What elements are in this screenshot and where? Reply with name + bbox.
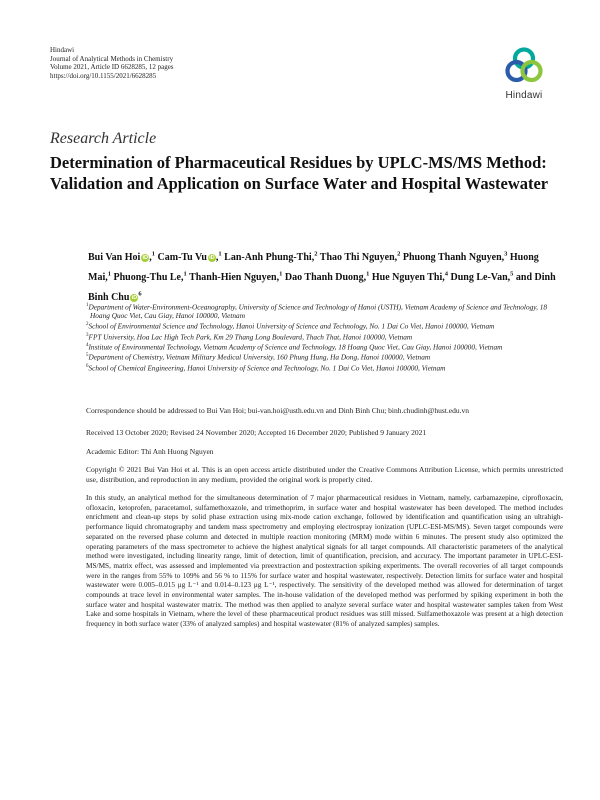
publisher-name: Hindawi bbox=[50, 46, 75, 54]
abstract-text: In this study, an analytical method for the simultaneous determination of 7 major pharmaceutical residues in Vietnam, namely, carbamazepine, ciprofloxacin, ofloxacin, ketoprofen, paracetamol, sulfamethoxazole, and trimethoprim, in surface water and hospital wastewater has been developed. The method includes enrichment and clean-up steps by solid phase extraction using mix-mode cation exchange, followed by identification and quantification using an ultrahigh-performance liquid chromatography and tandem mass spectrometry and employing electrospray ionization (UPLC-ESI-MS/MS). Seven target compounds were separated on the reversed phase column and detected in multiple reaction monitoring (MRM) mode within 6 minutes. The present study also optimized the operating parameters of the mass spectrometer to achieve the highest analytical signals for all target compounds. All characteristic parameters of the analytical method were investigated, including linearity range, limit of detection, limit of quantification, precision, and accuracy. The important parameter in UPLC-ESI-MS/MS, matrix effect, was assessed and implemented via preextraction and postextraction spiking experiments. The overall recoveries of all target compounds were in the ranges from 55% to 109% and 56 % to 115% for surface water and hospital wastewater, respectively. Detection limits for surface water and hospital wastewater were 0.005–0.015 μg L⁻¹ and 0.014–0.123 μg L⁻¹, respectively. The sensitivity of the developed method was allowed for determination of target compounds at trace level in environmental water samples. The in-house validation of the developed method was performed by spiking experiment in both the surface water and hospital wastewater matrix. The method was then applied to analyze several surface water and hospital wastewater samples taken from West Lake and some hospitals in Vietnam, where the level of these pharmaceutical product residues was still missed. Sulfamethoxazole was present at a high detection frequency in both surface water (33% of analyzed samples) and hospital wastewater (81% of analyzed samples) samples. bbox=[86, 493, 563, 629]
journal-meta bbox=[50, 46, 174, 80]
article-title: Determination of Pharmaceutical Residues by UPLC-MS/MS Method: Validation and Application on Surface Water and Hospital Wastewater bbox=[50, 153, 549, 193]
author-affiliation-number: 2 bbox=[314, 251, 318, 258]
affiliation-number: 1 bbox=[86, 303, 89, 308]
affiliation-text: Department of Water-Environment-Oceanography, University of Science and Technology of Hanoi (USTH), Vietnam Academy of Science and Technology, 18 Hoang Quoc Viet, Cau Giay, Hanoi 100000, Vietnam bbox=[88, 302, 548, 321]
author bbox=[320, 252, 401, 263]
author-name: and Dinh Binh Chu bbox=[88, 272, 556, 303]
author-name: Phuong Thanh Nguyen, bbox=[402, 252, 505, 264]
author bbox=[451, 272, 514, 283]
author-affiliation-number: 1 bbox=[366, 270, 370, 278]
author-name: Dao Thanh Duong, bbox=[284, 272, 367, 284]
author-name: Dung Le-Van, bbox=[450, 272, 511, 284]
author-name: Thanh-Hien Nguyen, bbox=[189, 272, 280, 284]
author-affiliation-number: 6 bbox=[138, 290, 142, 298]
orcid-icon[interactable]: iD bbox=[131, 294, 138, 301]
journal-name: Journal of Analytical Methods in Chemistry bbox=[50, 54, 174, 63]
author bbox=[189, 272, 282, 283]
author-affiliation-number: 1 bbox=[183, 270, 187, 278]
correspondence-line: Correspondence should be addressed to Bui Van Hoi; bui-van.hoi@usth.edu.vn and Dinh Binh Chu; binh.chudinh@hust.edu.vn bbox=[86, 406, 470, 415]
affiliation-text: School of Environmental Science and Technology, Hanoi University of Science and Technology, No. 1 Dai Co Viet, Hanoi 100000, Vietnam bbox=[88, 321, 495, 331]
author-affiliation-number: 1 bbox=[107, 270, 111, 278]
orcid-icon[interactable]: iD bbox=[142, 255, 149, 262]
academic-editor: Academic Editor: Thi Anh Huong Nguyen bbox=[86, 447, 214, 456]
author-separator: , bbox=[149, 252, 152, 264]
affiliation-number: 3 bbox=[86, 332, 89, 338]
author-name: Huong Mai, bbox=[88, 252, 539, 284]
author bbox=[403, 252, 508, 263]
author-affiliation-number: 5 bbox=[510, 270, 514, 278]
author-affiliation-number: 4 bbox=[444, 270, 448, 278]
affiliation-text: Institute of Environmental Technology, Vietnam Academy of Science and Technology, 18 Hoang Quoc Viet, Cau Giay, Hanoi 100000, Vietnam bbox=[88, 342, 503, 352]
affiliation-text: Department of Chemistry, Vietnam Military Medical University, 160 Phung Hung, Ha Dong, Hanoi 100000, Vietnam bbox=[88, 352, 431, 362]
affiliation-text: FPT University, Hoa Lac High Tech Park, Km 29 Thang Long Boulevard, Thach That, Hanoi 100000, Vietnam bbox=[88, 331, 413, 341]
affiliation-number: 4 bbox=[86, 342, 89, 348]
affiliation bbox=[86, 321, 566, 331]
author-name: Cam-Tu Vu bbox=[157, 252, 207, 264]
author-name: Lan-Anh Phung-Thi, bbox=[224, 252, 315, 264]
author bbox=[285, 272, 370, 283]
author-list bbox=[88, 247, 558, 306]
author-name: Hue Nguyen Thi, bbox=[371, 272, 445, 284]
hindawi-wordmark: Hindawi bbox=[505, 90, 543, 101]
orcid-icon[interactable]: iD bbox=[209, 255, 215, 262]
affiliation bbox=[86, 342, 566, 352]
article-type: Research Article bbox=[50, 130, 157, 147]
author bbox=[158, 252, 222, 263]
affiliation-number: 6 bbox=[86, 363, 89, 369]
publication-dates: Received 13 October 2020; Revised 24 November 2020; Accepted 16 December 2020; Published 9 January 2021 bbox=[86, 428, 427, 437]
affiliation-text: School of Chemical Engineering, Hanoi University of Science and Technology, No. 1 Dai Co Viet, Hanoi 100000, Vietnam bbox=[88, 362, 446, 372]
author-name: Thao Thi Nguyen, bbox=[319, 252, 398, 264]
affiliation-number: 2 bbox=[86, 322, 89, 328]
author bbox=[224, 252, 317, 263]
author bbox=[113, 272, 186, 283]
affiliation-number: 5 bbox=[86, 353, 89, 359]
author bbox=[372, 272, 448, 283]
author-name: Bui Van Hoi bbox=[88, 252, 141, 264]
hindawi-logo-icon bbox=[504, 46, 544, 86]
affiliation bbox=[86, 302, 566, 321]
doi-link[interactable]: https://doi.org/10.1155/2021/6628285 bbox=[50, 71, 157, 80]
author-separator: , bbox=[215, 252, 219, 264]
copyright-notice: Copyright © 2021 Bui Van Hoi et al. This is an open access article distributed under the Creative Commons Attribution License, which permits unrestricted use, distribution, and reproduction in any medium, provided the original work is properly cited. bbox=[86, 465, 563, 484]
author-name: Phuong-Thu Le, bbox=[113, 272, 184, 284]
author-affiliation-number: 1 bbox=[151, 251, 156, 258]
affiliation bbox=[86, 352, 566, 362]
author-affiliation-number: 2 bbox=[397, 251, 401, 258]
author-affiliation-number: 3 bbox=[504, 251, 508, 258]
affiliation bbox=[86, 332, 566, 342]
author bbox=[88, 252, 155, 263]
hindawi-logo bbox=[494, 46, 554, 106]
author-affiliation-number: 1 bbox=[279, 270, 283, 278]
affiliation-list bbox=[86, 302, 566, 373]
affiliation bbox=[86, 363, 566, 373]
author-affiliation-number: 1 bbox=[218, 251, 222, 258]
volume-line: Volume 2021, Article ID 6628285, 12 pages bbox=[50, 63, 174, 72]
